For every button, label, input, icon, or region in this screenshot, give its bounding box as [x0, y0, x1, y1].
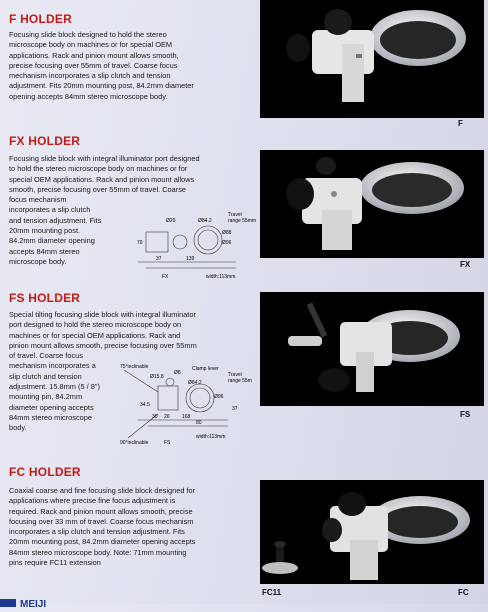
photo-label-fx: FX	[460, 260, 471, 269]
text-line: slip clutch and tension	[9, 371, 82, 381]
dim-label: 20	[164, 414, 170, 420]
photo-label-fc11: FC11	[262, 588, 282, 597]
text-line: required. Rack and pinion mount allows smooth, precise	[9, 506, 193, 516]
text-line: adjustment. 15.8mm (5 / 8")	[9, 382, 100, 392]
dim-label: Ø96	[222, 240, 232, 246]
text-line: opening accepts 84mm stereo microscope body.	[9, 91, 168, 101]
text-line: of travel. Coarse focus	[9, 351, 83, 361]
dim-label: Ø84.2	[188, 380, 202, 386]
text-line: body.	[9, 423, 27, 433]
text-line: Coaxial coarse and fine focusing slide block designed for	[9, 486, 196, 495]
text-line: special OEM applications. Rack and pinion mount allows	[9, 174, 195, 184]
text-line: Special tilting focusing slide block with integral illuminator	[9, 310, 196, 319]
text-line: applications where precise fine focus adjustment is	[9, 496, 176, 506]
text-line: port designed to hold the stereo microscope body on	[9, 320, 182, 330]
section-title-f: F HOLDER	[9, 12, 72, 26]
footer-logo	[0, 594, 60, 610]
text-line: microscope body on machines or for special OEM	[9, 40, 173, 50]
text-line: 20mm mounting post.	[9, 226, 81, 236]
text-line: adjustment. Fits 20mm mounting post, 84.2mm diameter	[9, 81, 194, 91]
photo-fx-holder	[260, 150, 484, 258]
dim-label: 70	[137, 240, 143, 246]
text-line: diameter opening accepts	[9, 402, 94, 412]
fs-holder-image	[260, 292, 484, 406]
dim-label: Travel	[228, 372, 242, 378]
dim-label: Ø96	[214, 394, 224, 400]
fx-holder-image	[260, 150, 484, 258]
text-line: and tension adjustment. Fits	[9, 215, 102, 225]
fc-holder-image	[260, 480, 484, 584]
f-holder-image	[260, 0, 484, 118]
text-line: 84mm stereo microscope	[9, 412, 92, 422]
dim-label: 139	[186, 256, 195, 262]
section-title-fs: FS HOLDER	[9, 291, 81, 305]
dim-label: 80	[196, 420, 202, 426]
text-line: applications. Rack and pinion mount allows smooth,	[9, 50, 179, 60]
dim-label: Clamp lever	[192, 366, 219, 372]
text-line: 20mm mounting post, 84.2mm diameter opening accepts	[9, 537, 196, 547]
text-line: mechanism incorporates a slip clutch and tension	[9, 71, 171, 81]
dim-label: Ø15.8	[150, 374, 164, 380]
dim-label: 75°inclinable	[120, 364, 149, 370]
photo-label-fs: FS	[460, 410, 471, 419]
text-line: mounting pin, 84.2mm	[9, 392, 83, 402]
text-line: pins require FC11 extension	[9, 558, 101, 568]
text-line: microscope body.	[9, 256, 67, 266]
dim-label: 90°inclinable	[120, 440, 149, 446]
dim-label: 34.5	[140, 402, 150, 408]
photo-fs-holder	[260, 292, 484, 406]
text-line: pinion mount allows smooth, precise focusing over 55mm	[9, 340, 197, 350]
text-line: incorporates a slip clutch and tension adjustment. Fits	[9, 527, 185, 537]
photo-fc-holder	[260, 480, 484, 584]
meiji-logo	[0, 597, 60, 610]
section-title-fx: FX HOLDER	[9, 134, 81, 148]
dim-label: 37	[156, 256, 162, 262]
fs-dimension-diagram	[118, 362, 258, 448]
dim-label: 168	[182, 414, 191, 420]
text-line: Focusing slide block with integral illuminator port designed	[9, 154, 200, 163]
text-line: focus mechanism	[9, 195, 67, 205]
diagram-caption: width:113mm	[196, 434, 226, 440]
diagram-caption: width:113mm	[206, 274, 236, 280]
dim-label: Ø8	[174, 370, 181, 376]
text-line: 84.2mm diameter opening	[9, 236, 95, 246]
dim-label: Ø84.2	[198, 218, 212, 224]
text-line: incorporates a slip clutch	[9, 205, 91, 215]
svg-text:MEIJI: MEIJI	[20, 599, 47, 610]
text-line: machines or for special OEM applications. Rack and	[9, 330, 181, 340]
text-line: to hold the stereo microscope body on machines or for	[9, 164, 188, 174]
text-line: 84mm stereo microscope body. Note: 71mm mounting	[9, 547, 187, 557]
dim-label: range 55m	[228, 378, 252, 384]
photo-label-f: F	[458, 119, 463, 128]
section-title-fc: FC HOLDER	[9, 465, 81, 479]
section-body-fc	[9, 486, 196, 568]
photo-f-holder	[260, 0, 484, 118]
dim-label: 37	[232, 406, 238, 412]
dim-label: range 55mm	[228, 218, 257, 224]
text-line: accepts 84mm stereo	[9, 246, 80, 256]
dim-label: Ø88	[222, 230, 232, 236]
text-line: focusing over 33 mm of travel. Coarse focus mechanism	[9, 516, 194, 526]
fx-dimension-diagram	[136, 210, 258, 282]
dim-label: Ø20	[166, 218, 176, 224]
section-body-f	[9, 30, 194, 102]
text-line: Focusing slide block designed to hold the stereo	[9, 30, 167, 39]
text-line: smooth, precise focusing over 55mm of travel. Coarse	[9, 184, 187, 194]
dim-label: Travel	[228, 212, 242, 218]
diagram-caption: FS	[164, 440, 171, 446]
diagram-caption: FX	[162, 274, 169, 280]
text-line: mechanism incorporates a	[9, 361, 96, 371]
dim-label: 30	[152, 414, 158, 420]
photo-label-fc: FC	[458, 588, 469, 597]
text-line: precise focusing over 55mm of travel. Coarse focus	[9, 60, 178, 70]
